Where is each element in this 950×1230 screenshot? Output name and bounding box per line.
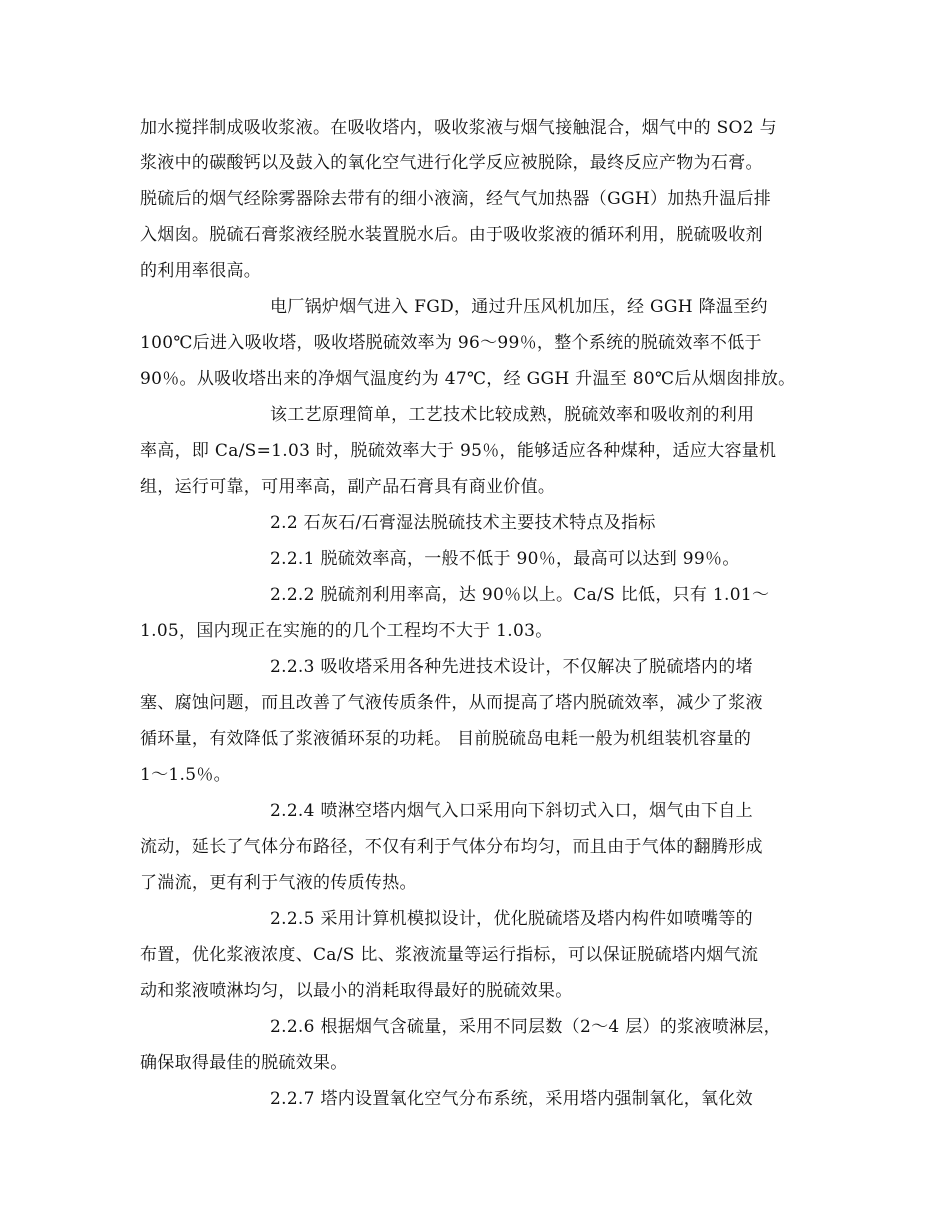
text-line: 布置，优化浆液浓度、Ca/S 比、浆液流量等运行指标，可以保证脱硫塔内烟气流 xyxy=(140,945,759,965)
list-item-2-2-7: 2.2.7 塔内设置氧化空气分布系统，采用塔内强制氧化，氧化效 xyxy=(270,1089,753,1109)
list-item-2-2-4: 2.2.4 喷淋空塔内烟气入口采用向下斜切式入口，烟气由下自上 xyxy=(270,801,753,821)
text-line: 入烟囱。脱硫石膏浆液经脱水装置脱水后。由于吸收浆液的循环利用，脱硫吸收剂 xyxy=(140,225,763,245)
text-line: 1.05，国内现正在实施的的几个工程均不大于 1.03。 xyxy=(140,621,553,641)
list-item-2-2-6: 2.2.6 根据烟气含硫量，采用不同层数（2～4 层）的浆液喷淋层， xyxy=(270,1017,781,1037)
text-line: 100℃后进入吸收塔，吸收塔脱硫效率为 96～99％，整个系统的脱硫效率不低于 xyxy=(140,333,762,353)
text-line: 了湍流，更有利于气液的传质传热。 xyxy=(140,873,417,893)
text-line: 塞、腐蚀问题，而且改善了气液传质条件，从而提高了塔内脱硫效率，减少了浆液 xyxy=(140,693,763,713)
text-line: 循环量，有效降低了浆液循环泵的功耗。 目前脱硫岛电耗一般为机组装机容量的 xyxy=(140,729,752,749)
text-line: 1～1.5％。 xyxy=(140,765,231,785)
text-line: 流动，延长了气体分布路径，不仅有利于气体分布均匀，而且由于气体的翻腾形成 xyxy=(140,837,763,857)
list-item-2-2-2: 2.2.2 脱硫剂利用率高，达 90％以上。Ca/S 比低，只有 1.01～ xyxy=(270,585,770,605)
list-item-2-2-1: 2.2.1 脱硫效率高，一般不低于 90％，最高可以达到 99％。 xyxy=(270,549,740,569)
list-item-2-2-5: 2.2.5 采用计算机模拟设计，优化脱硫塔及塔内构件如喷嘴等的 xyxy=(270,909,753,929)
list-item-2-2-3: 2.2.3 吸收塔采用各种先进技术设计，不仅解决了脱硫塔内的堵 xyxy=(270,657,753,677)
text-line: 的利用率很高。 xyxy=(140,261,262,281)
section-heading: 2.2 石灰石/石膏湿法脱硫技术主要技术特点及指标 xyxy=(270,513,656,533)
paragraph-first-line: 该工艺原理简单，工艺技术比较成熟，脱硫效率和吸收剂的利用 xyxy=(270,405,755,425)
paragraph-first-line: 电厂锅炉烟气进入 FGD，通过升压风机加压，经 GGH 降温至约 xyxy=(270,297,768,317)
text-line: 脱硫后的烟气经除雾器除去带有的细小液滴，经气气加热器（GGH）加热升温后排 xyxy=(140,189,772,209)
text-line: 动和浆液喷淋均匀，以最小的消耗取得最好的脱硫效果。 xyxy=(140,981,573,1001)
text-line: 加水搅拌制成吸收浆液。在吸收塔内，吸收浆液与烟气接触混合，烟气中的 SO2 与 xyxy=(140,118,777,138)
text-line: 率高，即 Ca/S=1.03 时，脱硫效率大于 95％，能够适应各种煤种，适应大容量机 xyxy=(140,441,777,461)
text-line: 90％。从吸收塔出来的净烟气温度约为 47℃，经 GGH 升温至 80℃后从烟囱排放。 xyxy=(140,369,796,389)
text-line: 确保取得最佳的脱硫效果。 xyxy=(140,1053,348,1073)
text-line: 浆液中的碳酸钙以及鼓入的氧化空气进行化学反应被脱除，最终反应产物为石膏。 xyxy=(140,153,763,173)
text-line: 组，运行可靠，可用率高，副产品石膏具有商业价值。 xyxy=(140,477,556,497)
